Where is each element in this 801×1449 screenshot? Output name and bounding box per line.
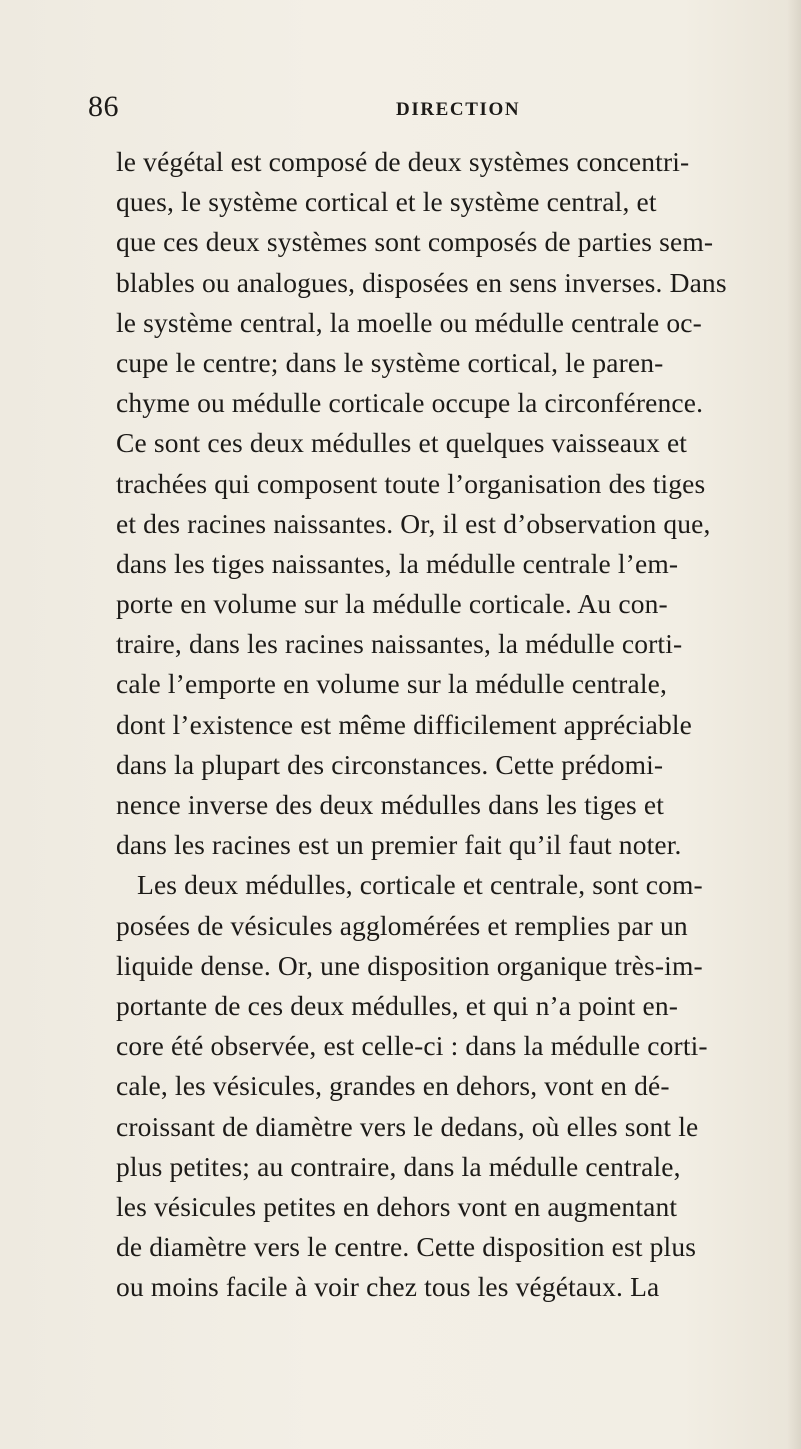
text-line: posées de vésicules agglomérées et remplies par un	[116, 909, 688, 941]
body-text	[116, 142, 736, 1307]
text-line: trachées qui composent toute l’organisation des tiges	[116, 467, 706, 499]
text-line: plus petites; au contraire, dans la médulle centrale,	[116, 1150, 681, 1182]
text-line: chyme ou médulle corticale occupe la circonférence.	[116, 387, 704, 419]
text-line: blables ou analogues, disposées en sens inverses. Dans	[116, 266, 727, 298]
text-line: que ces deux systèmes sont composés de parties sem-	[116, 226, 714, 258]
page-header	[88, 86, 708, 126]
text-line: cale, les vésicules, grandes en dehors, vont en dé-	[116, 1070, 670, 1102]
text-line: le végétal est composé de deux systèmes concentri-	[116, 146, 690, 177]
page-number: 86	[88, 90, 119, 123]
text-line: ques, le système cortical et le système central, et	[116, 186, 657, 218]
text-line: cupe le centre; dans le système cortical, le paren-	[116, 346, 664, 378]
paragraph-first-line: Les deux médulles, corticale et centrale, sont com-	[137, 869, 703, 901]
text-line: liquide dense. Or, une disposition organique très-im-	[116, 949, 703, 981]
text-line: ou moins facile à voir chez tous les végétaux. La	[116, 1271, 660, 1303]
text-line: traire, dans les racines naissantes, la médulle corti-	[116, 628, 683, 660]
text-line: core été observée, est celle-ci : dans la médulle corti-	[116, 1030, 708, 1062]
text-line: nence inverse des deux médulles dans les tiges et	[116, 789, 665, 820]
text-line: Ce sont ces deux médulles et quelques vaisseaux et	[116, 427, 688, 459]
text-line: dans les tiges naissantes, la médulle centrale l’em-	[116, 547, 679, 579]
page-edge-shadow	[787, 0, 801, 1449]
text-line: croissant de diamètre vers le dedans, où elles sont le	[116, 1110, 699, 1142]
text-line: cale l’emporte en volume sur la médulle centrale,	[116, 668, 667, 700]
running-head: DIRECTION	[396, 99, 521, 120]
text-line: les vésicules petites en dehors vont en augmentant	[116, 1190, 678, 1222]
text-line: dans la plupart des circonstances. Cette prédomi-	[116, 748, 664, 780]
text-line: dans les racines est un premier fait qu’il faut noter.	[116, 829, 682, 861]
text-line: de diamètre vers le centre. Cette disposition est plus	[116, 1231, 697, 1263]
text-line: et des racines naissantes. Or, il est d’observation que,	[116, 507, 711, 539]
text-line: porte en volume sur la médulle corticale. Au con-	[116, 588, 668, 620]
text-line: portante de ces deux médulles, et qui n’a point en-	[116, 989, 679, 1021]
text-line: dont l’existence est même difficilement appréciable	[116, 708, 693, 740]
text-line: le système central, la moelle ou médulle centrale oc-	[116, 306, 702, 338]
